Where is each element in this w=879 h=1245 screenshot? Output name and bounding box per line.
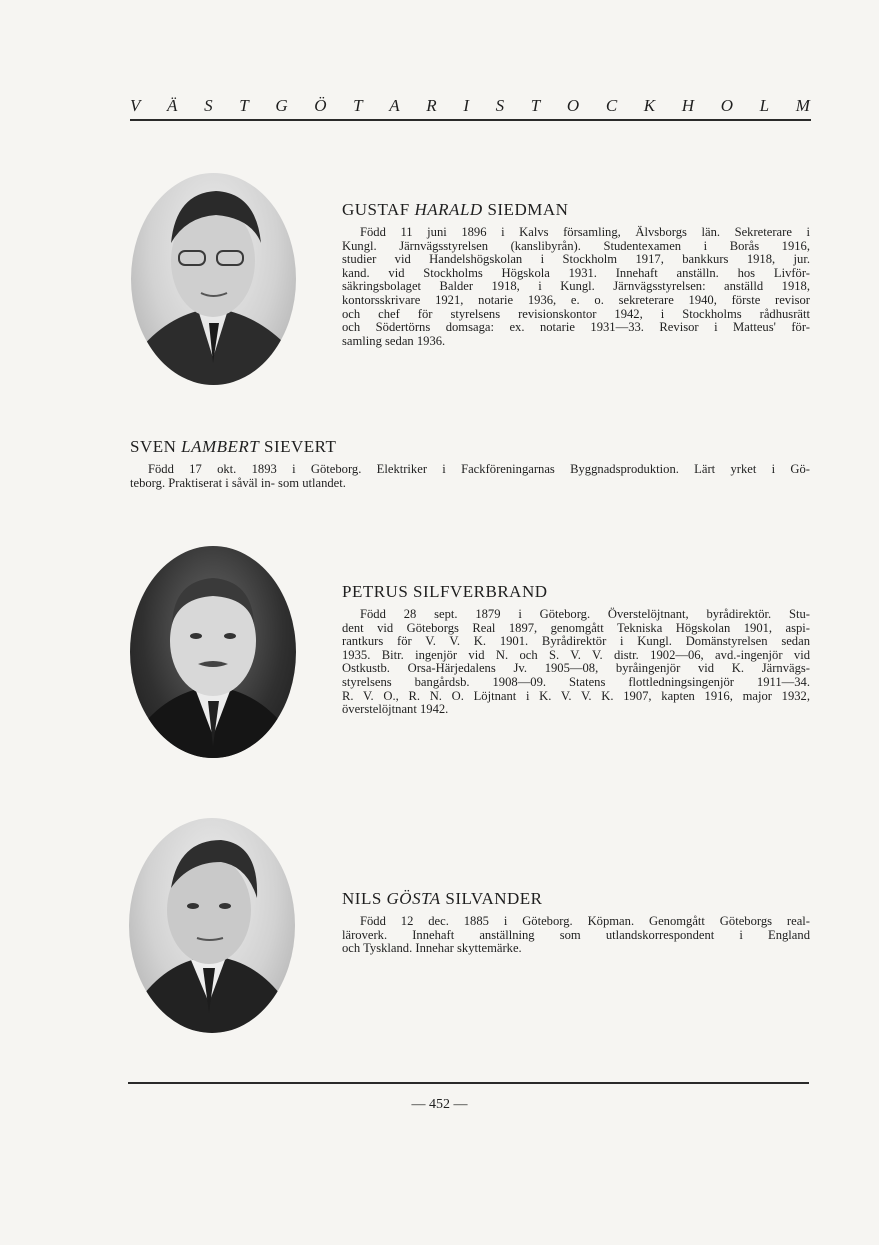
called-name: LAMBERT [181, 437, 260, 456]
portrait-photo-silfverbrand [130, 546, 296, 758]
surname: SIEVERT [264, 437, 337, 456]
running-head-letter: T [530, 96, 541, 115]
running-head-letter: V [130, 96, 141, 115]
entry-name-sievert [130, 437, 336, 457]
first-name: GUSTAF [342, 200, 410, 219]
running-head-letter: Ö [314, 96, 327, 115]
biography-silvander [342, 915, 810, 956]
bio-line: Född 28 sept. 1879 i Göteborg. Överstelöjtnant, byrådirektör. Stu- [360, 607, 810, 621]
portrait-photo-siedman [131, 173, 296, 385]
entry-name-siedman [342, 200, 568, 220]
bio-line: och Tyskland. Innehar skyttemärke. [342, 941, 522, 956]
biography-silfverbrand [342, 608, 810, 717]
running-head-letter: T [239, 96, 249, 115]
running-head-letter: O [566, 96, 580, 115]
running-head-letter: A [389, 96, 400, 115]
running-head-letter: O [720, 96, 733, 115]
running-head-letter: Ä [167, 96, 178, 115]
bio-line: säkringsbolaget Balder 1918, i Kungl. Järnvägsstyrelsen: anställd 1918, [342, 279, 810, 294]
running-head-letter: S [204, 96, 213, 115]
page-number: — 452 — [411, 1097, 468, 1112]
footer-rule [128, 1082, 809, 1084]
surname: SILFVERBRAND [413, 582, 548, 601]
bio-line: styrelsens bangårdsb. 1908—09. Statens flottledningsingenjör 1911—34. [342, 674, 810, 689]
bio-line: rantkurs för V. V. K. 1901. Byrådirektör i Kungl. Domänstyrelsen sedan [342, 634, 810, 649]
bio-line: och Södertörns domsaga: ex. notarie 1931—33. Revisor i Matteus' för- [342, 320, 810, 335]
entry-name-silfverbrand [342, 582, 548, 602]
biography-sievert [130, 463, 810, 490]
running-head-letter: I [463, 96, 469, 115]
bio-line: R. V. O., R. N. O. Löjtnant i K. V. V. K. 1907, kapten 1916, major 1932, [342, 688, 810, 703]
bio-line: studier vid Handelshögskolan i Stockholm 1917, bankkurs 1918, jur. [342, 252, 810, 267]
bio-line: och chef för styrelsens revisionskontor 1942, i Stockholms rådhusrätt [342, 306, 810, 321]
surname: SIEDMAN [487, 200, 569, 219]
first-name: NILS [342, 889, 382, 908]
bio-line: Född 11 juni 1896 i Kalvs församling, Älvsborgs län. Sekreterare i [360, 225, 810, 239]
running-head-letter: K [643, 96, 656, 115]
bio-line: Född 17 okt. 1893 i Göteborg. Elektriker i Fackföreningarnas Byggnadsproduktion. Lärt yrket i Gö- [148, 462, 810, 476]
header-rule [130, 119, 811, 121]
biography-siedman [342, 226, 810, 348]
called-name: HARALD [414, 200, 483, 219]
running-head-letter: R [426, 96, 437, 115]
bio-line: kontorsskrivare 1921, notarie 1936, e. o. sekreterare 1940, förste revisor [342, 292, 810, 307]
entry-name-silvander [342, 889, 543, 909]
running-head-letter: L [759, 96, 770, 115]
bio-line: kand. vid Stockholms Högskola 1931. Innehaft anställn. hos Livför- [342, 265, 810, 280]
bio-line: 1935. Bitr. ingenjör vid N. och S. V. V. distr. 1902—06, avd.-ingenjör vid [342, 647, 810, 662]
surname: SILVANDER [445, 889, 543, 908]
bio-line: Född 12 dec. 1885 i Göteborg. Köpman. Genomgått Göteborgs real- [360, 914, 810, 928]
running-head [130, 96, 810, 116]
running-head-letter: S [495, 96, 505, 115]
bio-line: Kungl. Järnvägsstyrelsen (kanslibyrån). Studentexamen i Borås 1916, [342, 238, 810, 253]
running-head-letter: T [353, 96, 363, 115]
running-head-letter: M [795, 96, 810, 115]
running-head-letter: G [275, 96, 288, 115]
bio-line: samling sedan 1936. [342, 333, 446, 348]
bio-line: överstelöjtnant 1942. [342, 702, 449, 717]
bio-line: dent vid Göteborgs Real 1897, genomgått Tekniska Högskolan 1901, aspi- [342, 620, 810, 635]
bio-line: Ostkustb. Orsa-Härjedalens Jv. 1905—08, byråingenjör vid K. Järnvägs- [342, 661, 810, 676]
bio-line: läroverk. Innehaft anställning som utlandskorrespondent i England [342, 927, 810, 942]
running-head-letter: C [605, 96, 618, 115]
first-name: SVEN [130, 437, 177, 456]
first-name: PETRUS [342, 582, 409, 601]
called-name: GÖSTA [386, 889, 441, 908]
running-head-letter: H [681, 96, 695, 115]
bio-line: teborg. Praktiserat i såväl in- som utlandet. [130, 475, 346, 490]
portrait-photo-silvander [129, 818, 295, 1033]
